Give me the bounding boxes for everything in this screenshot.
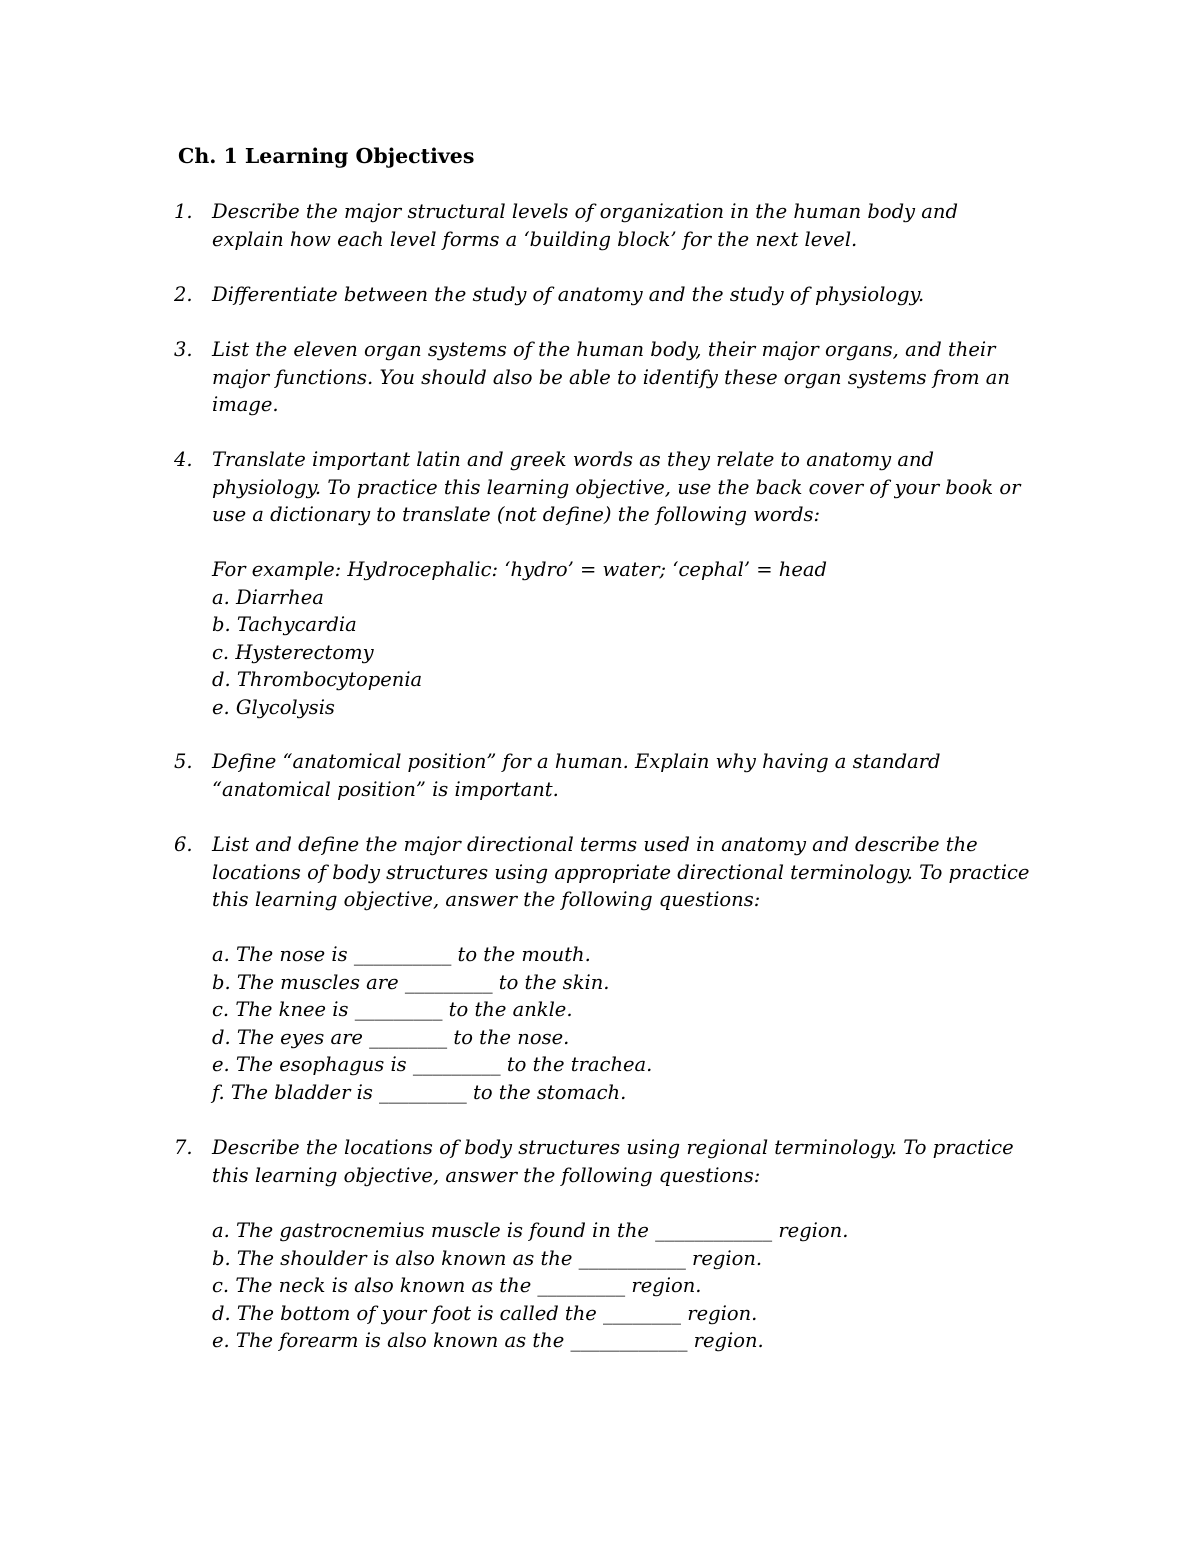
list-item: e. Glycolysis bbox=[212, 695, 335, 719]
objective-6 bbox=[174, 831, 1034, 914]
objective-number: 5. bbox=[174, 750, 193, 773]
objective-1 bbox=[174, 198, 1034, 253]
objective-text: Differentiate between the study of anatomy and the study of physiology. bbox=[212, 283, 925, 306]
objective-3 bbox=[174, 336, 1034, 419]
list-item: b. The shoulder is also known as the ___________ region. bbox=[212, 1246, 763, 1270]
objective-text: Describe the major structural levels of organization in the human body and explain how each level forms a ‘building block’ for the next level. bbox=[212, 200, 958, 251]
list-item: b. Tachycardia bbox=[212, 613, 357, 637]
list-item: f. The bladder is _________ to the stomach. bbox=[212, 1080, 627, 1104]
list-item: a. The gastrocnemius muscle is found in the ____________ region. bbox=[212, 1219, 849, 1242]
objective-number: 3. bbox=[174, 338, 193, 361]
objective-5 bbox=[174, 748, 1034, 803]
objective-number: 2. bbox=[174, 283, 193, 306]
list-item: d. The eyes are ________ to the nose. bbox=[212, 1025, 570, 1049]
objective-7 bbox=[174, 1134, 1034, 1189]
list-item: a. The nose is __________ to the mouth. bbox=[212, 943, 591, 966]
objective-number: 7. bbox=[174, 1136, 193, 1159]
list-item: e. The esophagus is _________ to the trachea. bbox=[212, 1053, 653, 1077]
objective-number: 6. bbox=[174, 833, 193, 856]
list-item: d. Thrombocytopenia bbox=[212, 668, 423, 692]
list-item: e. The forearm is also known as the ____________ region. bbox=[212, 1329, 764, 1353]
list-item: c. The knee is _________ to the ankle. bbox=[212, 998, 573, 1022]
document-title: Ch. 1 Learning Objectives bbox=[178, 144, 475, 168]
objective-4-examples bbox=[212, 556, 1032, 722]
list-item: d. The bottom of your foot is called the ________ region. bbox=[212, 1301, 758, 1325]
list-item: a. Diarrhea bbox=[212, 585, 324, 609]
objective-6-questions bbox=[212, 941, 1032, 1107]
objective-text: Translate important latin and greek words as they relate to anatomy and physiology. To practice this learning objective, use the back cover of your book or use a dictionary to translate (not define) the following words: bbox=[212, 448, 1021, 527]
list-item: c. Hysterectomy bbox=[212, 640, 374, 664]
objective-text: Define “anatomical position” for a human. Explain why having a standard “anatomical position” is important. bbox=[212, 750, 941, 801]
objective-2 bbox=[174, 281, 1034, 309]
objective-text: List the eleven organ systems of the human body, their major organs, and their major functions. You should also be able to identify these organ systems from an image. bbox=[212, 338, 1010, 417]
list-item: b. The muscles are _________ to the skin. bbox=[212, 970, 610, 994]
objective-text: Describe the locations of body structures using regional terminology. To practice this learning objective, answer the following questions: bbox=[212, 1136, 1014, 1187]
objective-4 bbox=[174, 446, 1034, 529]
list-item: c. The neck is also known as the _________ region. bbox=[212, 1274, 702, 1298]
objective-text: List and define the major directional terms used in anatomy and describe the locations of body structures using appropriate directional terminology. To practice this learning objective, answer the following questions: bbox=[212, 833, 1030, 912]
objective-number: 1. bbox=[174, 200, 193, 223]
objective-7-questions bbox=[212, 1217, 1032, 1355]
example-line: For example: Hydrocephalic: ‘hydro’ = water; ‘cephal’ = head bbox=[212, 558, 828, 581]
objective-number: 4. bbox=[174, 448, 193, 471]
